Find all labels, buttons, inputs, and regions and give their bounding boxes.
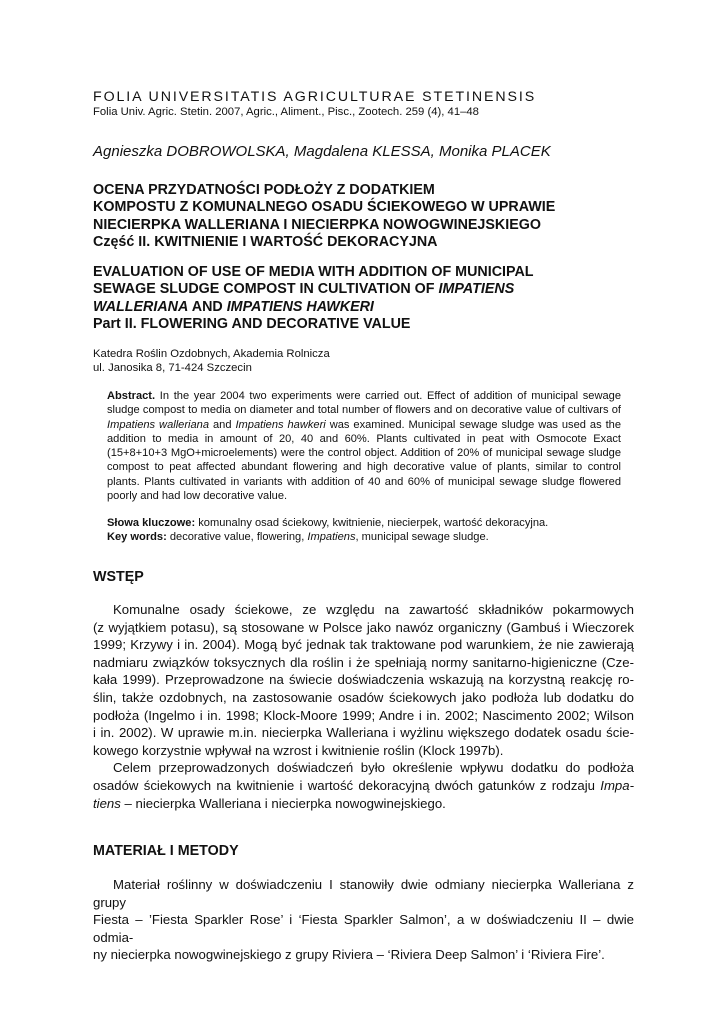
keywords [107,516,621,545]
english-title-line [93,299,613,316]
body-line: podłoża (Ingelmo i in. 1998; Klock-Moore 1999; Andre i in. 2002; Nascimento 2002; Wilson [93,707,634,723]
english-title-species: IMPATIENS HAWKERI [226,298,374,315]
journal-citation: Folia Univ. Agric. Stetin. 2007, Agric., Aliment., Pisc., Zootech. 259 (4), 41–48 [93,106,479,118]
keywords-polish [107,516,621,530]
intro-text [93,601,634,812]
english-title-species: IMPATIENS [438,281,515,298]
english-title-text: SEWAGE SLUDGE COMPOST IN CULTIVATION OF [93,281,439,298]
polish-title-line: KOMPOSTU Z KOMUNALNEGO OSADU ŚCIEKOWEGO W UPRAWIE [93,199,556,216]
affiliation-line: Katedra Roślin Ozdobnych, Akademia Rolnicza [93,348,330,360]
english-title [93,264,613,334]
english-title-text: AND [188,298,227,315]
body-line: nadmiaru związków toksycznych dla roślin i że spełniają normy sanitarno-higieniczne (Cze- [93,654,634,670]
body-line: i in. 2002). W uprawie m.in. niecierpka Walleriana i wyżlinu większego dodatek osadu ście- [93,725,634,741]
keywords-text: komunalny osad ściekowy, kwitnienie, niecierpek, wartość dekoracyjna. [195,517,549,529]
abstract-text: and [209,418,236,431]
polish-title-line: NIECIERPKA WALLERIANA I NIECIERPKA NOWOGWINEJSKIEGO [93,216,541,233]
body-species: tiens [93,795,121,811]
keywords-text: decorative value, flowering, [166,531,308,544]
authors: Agnieszka DOBROWOLSKA, Magdalena KLESSA, Monika PLACEK [93,143,551,160]
keywords-species: Impatiens [307,531,356,544]
body-line: kała 1999). Przeprowadzone na świecie doświadczenia wskazują na korzystną reakcję ro- [93,672,634,688]
material-text [93,876,634,964]
body-line: kowego korzystnie wpływał na wzrost i kwitnienie roślin (Klock 1997b). [93,742,504,758]
english-title-line: Part II. FLOWERING AND DECORATIVE VALUE [93,316,411,333]
affiliation [93,347,330,376]
abstract-label: Abstract. [107,390,156,402]
abstract-species: Impatiens hawkeri [235,418,326,431]
english-title-species: WALLERIANA [93,298,189,315]
body-line: (z wyjątkiem potasu), są stosowane w Polsce jako nawóz organiczny (Gambuś i Wieczorek [93,619,634,635]
keywords-label: Key words: [107,531,167,544]
polish-title [93,182,613,252]
affiliation-line: ul. Janosika 8, 71-424 Szczecin [93,362,252,375]
keywords-text: , municipal sewage sludge. [355,531,489,544]
body-species: Impa- [600,777,634,793]
abstract-species: Impatiens walleriana [107,418,210,431]
body-line: ny niecierpka nowogwinejskiego z grupy Riviera – ‘Riviera Deep Salmon’ i ‘Riviera Fire’. [93,947,605,963]
section-heading-wstep: WSTĘP [93,569,144,585]
body-text: – niecierpka Walleriana i niecierpka nowogwinejskiego. [120,795,446,811]
abstract-text: In the year 2004 two experiments were carried out. Effect of addition of municipal sewage sludge compost to media on diameter and total number of flowers and on decorative value of cultivars of [107,390,621,417]
journal-name: FOLIA UNIVERSITATIS AGRICULTURAE STETINENSIS [93,89,537,105]
body-line: ślin, także ozdobnych, na zastosowanie osadów ściekowych jako podłoża lub dodatku do [93,689,634,705]
body-text: osadów ściekowych na kwitnienie i wartość dekoracyjną dwóch gatunków z rodzaju [93,777,601,793]
english-title-line [93,281,613,298]
body-line: Fiesta – ’Fiesta Sparkler Rose’ i ‘Fiesta Sparkler Salmon’, a w doświadczeniu II – dwie odmia- [93,912,634,945]
body-line [93,777,634,795]
english-title-line: EVALUATION OF USE OF MEDIA WITH ADDITION OF MUNICIPAL [93,264,534,280]
abstract [107,389,621,503]
body-line [93,795,634,813]
body-line: Komunalne osady ściekowe, ze względu na zawartość składników pokarmowych [113,602,634,617]
keywords-english [107,530,621,544]
keywords-label: Słowa kluczowe: [107,517,196,529]
polish-title-line: Część II. KWITNIENIE I WARTOŚĆ DEKORACYJNA [93,234,438,251]
body-line: 1999; Krzywy i in. 2004). Mogą być jednak tak traktowane pod warunkiem, że nie zawierają [93,637,634,653]
polish-title-line: OCENA PRZYDATNOŚCI PODŁOŻY Z DODATKIEM [93,182,435,198]
body-line: Celem przeprowadzonych doświadczeń było określenie wpływu dodatku do podłoża [113,760,634,776]
body-line: Materiał roślinny w doświadczeniu I stanowiły dwie odmiany niecierpka Walleriana z grupy [93,877,634,910]
abstract-text: was examined. Municipal sewage sludge was used as the addition to media in amount of 20, 40 and 60%. Plants cultivated in peat with Osmocote Exact (15+8+10+3 MgO+microelements) were the control object. Addition of 20% of municipal sewage sludge compost to peat affected abundant flowering and high decorative value of plants, similar to control plants. Plants cultivated in variants with addition of 40 and 60% of municipal sewage sludge flowered poorly and had low decorative value. [107,418,622,503]
section-heading-material: MATERIAŁ I METODY [93,843,239,859]
